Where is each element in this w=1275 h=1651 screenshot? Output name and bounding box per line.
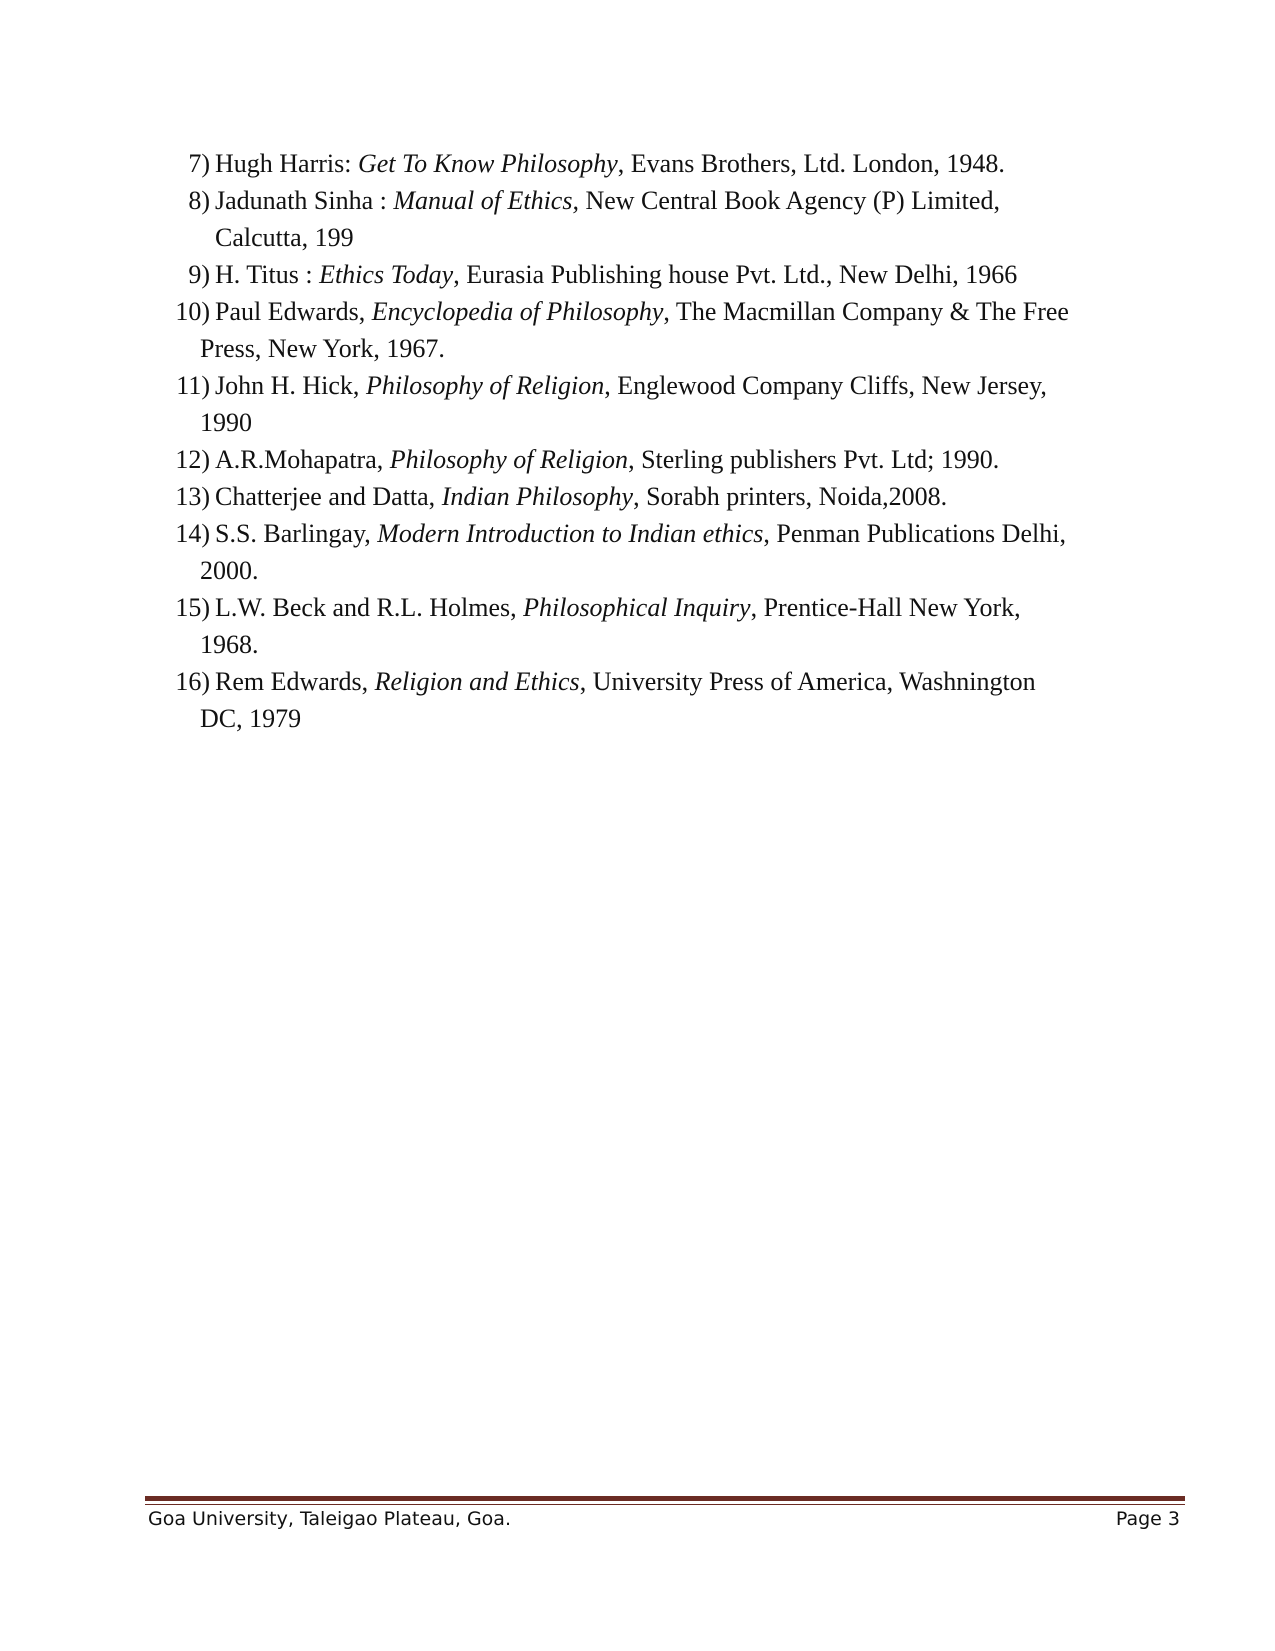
reference-author: John H. Hick, [215,371,366,400]
reference-item [0,256,1275,293]
reference-title: Get To Know Philosophy [357,149,618,178]
page-number: Page 3 [1115,1508,1180,1530]
footer-institution: Goa University, Taleigao Plateau, Goa. [148,1508,511,1530]
reference-number: 14) [175,519,210,548]
reference-item [0,478,1275,515]
reference-continuation: 1968. [200,630,259,659]
reference-author: L.W. Beck and R.L. Holmes, [215,593,524,622]
reference-publisher: , Penman Publications Delhi, [763,519,1066,548]
reference-author: Hugh Harris: [215,149,358,178]
reference-continuation: Press, New York, 1967. [200,334,445,363]
reference-author: H. Titus : [215,260,320,289]
reference-author: Chatterjee and Datta, [215,482,442,511]
reference-publisher: , Prentice-Hall New York, [750,593,1021,622]
reference-publisher: New Central Book Agency (P) Limited, [578,186,1000,215]
reference-title: Indian Philosophy [441,482,634,511]
reference-title: Philosophy of Religion [365,371,605,400]
reference-item [0,367,1275,441]
reference-publisher: , Sorabh printers, Noida,2008. [633,482,948,511]
reference-continuation: Calcutta, 199 [215,223,354,252]
reference-author: Rem Edwards, [215,667,375,696]
reference-title: Philosophy of Religion [389,445,629,474]
reference-title: Religion and Ethics [374,667,580,696]
reference-author: Paul Edwards, [215,297,372,326]
reference-number: 10) [175,297,210,326]
reference-author: Jadunath Sinha : [215,186,394,215]
reference-publisher: , University Press of America, Washnington [579,667,1036,696]
reference-number: 11) [176,371,210,400]
reference-item [0,145,1275,182]
footer-divider [145,1496,1185,1501]
reference-number: 16) [175,667,210,696]
reference-title: Modern Introduction to Indian ethics [377,519,764,548]
reference-publisher: , Englewood Company Cliffs, New Jersey, [604,371,1047,400]
reference-author: A.R.Mohapatra, [215,445,390,474]
reference-title: Ethics Today [319,260,454,289]
reference-number: 8) [188,186,210,215]
reference-item [0,182,1275,256]
reference-author: S.S. Barlingay, [215,519,378,548]
reference-title: Manual of Ethics, [393,186,579,215]
reference-item [0,441,1275,478]
reference-publisher: , Evans Brothers, Ltd. London, 1948. [617,149,1005,178]
reference-number: 15) [175,593,210,622]
reference-publisher: , Eurasia Publishing house Pvt. Ltd., New Delhi, 1966 [453,260,1018,289]
reference-publisher: , The Macmillan Company & The Free [663,297,1069,326]
reference-number: 12) [175,445,210,474]
reference-continuation: DC, 1979 [200,704,302,733]
reference-title: Encyclopedia of Philosophy [371,297,664,326]
reference-number: 9) [188,260,210,289]
reference-number: 13) [175,482,210,511]
reference-continuation: 1990 [200,408,252,437]
reference-continuation: 2000. [200,556,259,585]
reference-item [0,515,1275,589]
reference-publisher: , Sterling publishers Pvt. Ltd; 1990. [628,445,1000,474]
reference-item [0,589,1275,663]
reference-list [0,145,1275,737]
reference-item [0,293,1275,367]
reference-number: 7) [188,149,210,178]
reference-item [0,663,1275,737]
footer-divider-thin [145,1504,1185,1505]
reference-title: Philosophical Inquiry [523,593,751,622]
